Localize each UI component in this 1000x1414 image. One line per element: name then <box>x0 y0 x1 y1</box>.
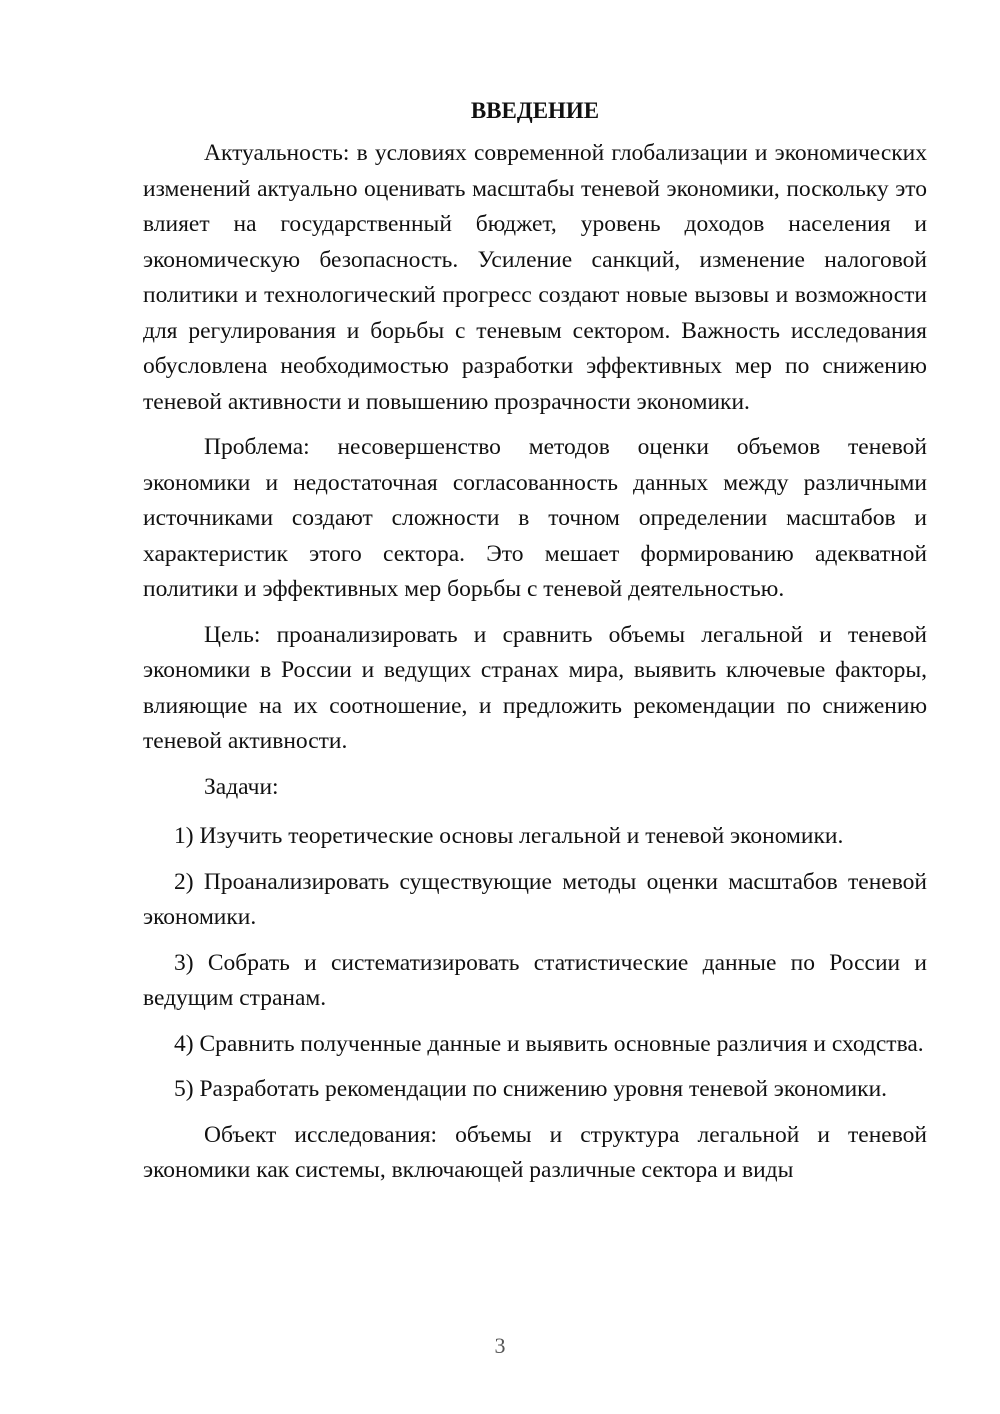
paragraph-problem: Проблема: несовершенство методов оценки объемов теневой экономики и недостаточная согласованность данных между различными источниками создают сложности в точном определении масштабов и характеристик этого сектора. Это мешает формированию адекватной политики и эффективных мер борьбы с теневой деятельностью. <box>143 434 927 602</box>
task-item-5: 5) Разработать рекомендации по снижению уровня теневой экономики. <box>174 1076 888 1102</box>
paragraph-relevance: Актуальность: в условиях современной глобализации и экономических изменений актуально оценивать масштабы теневой экономики, поскольку это влияет на государственный бюджет, уровень доходов населения и экономическую безопасность. Усиление санкций, изменение налоговой политики и технологический прогресс создают новые вызовы и возможности для регулирования и борьбы с теневым сектором. Важность исследования обусловлена необходимостью разработки эффективных мер по снижению теневой активности и повышению прозрачности экономики. <box>143 140 927 415</box>
page-number: 3 <box>494 1333 506 1358</box>
task-item-1: 1) Изучить теоретические основы легальной и теневой экономики. <box>174 823 844 849</box>
page-body <box>143 96 927 1199</box>
task-item-2: 2) Проанализировать существующие методы оценки масштабов теневой экономики. <box>143 868 927 930</box>
tasks-label: Задачи: <box>204 773 279 800</box>
paragraph-goal: Цель: проанализировать и сравнить объемы легальной и теневой экономики в России и ведущих странах мира, выявить ключевые факторы, влияющие на их соотношение, и предложить рекомендации по снижению теневой активности. <box>143 621 927 754</box>
task-item-4: 4) Сравнить полученные данные и выявить основные различия и сходства. <box>174 1030 924 1057</box>
paragraph-object: Объект исследования: объемы и структура легальной и теневой экономики как системы, включающей различные сектора и виды <box>143 1121 927 1183</box>
task-item-3: 3) Собрать и систематизировать статистические данные по России и ведущим странам. <box>143 949 927 1011</box>
page-title: ВВЕДЕНИЕ <box>470 98 600 123</box>
